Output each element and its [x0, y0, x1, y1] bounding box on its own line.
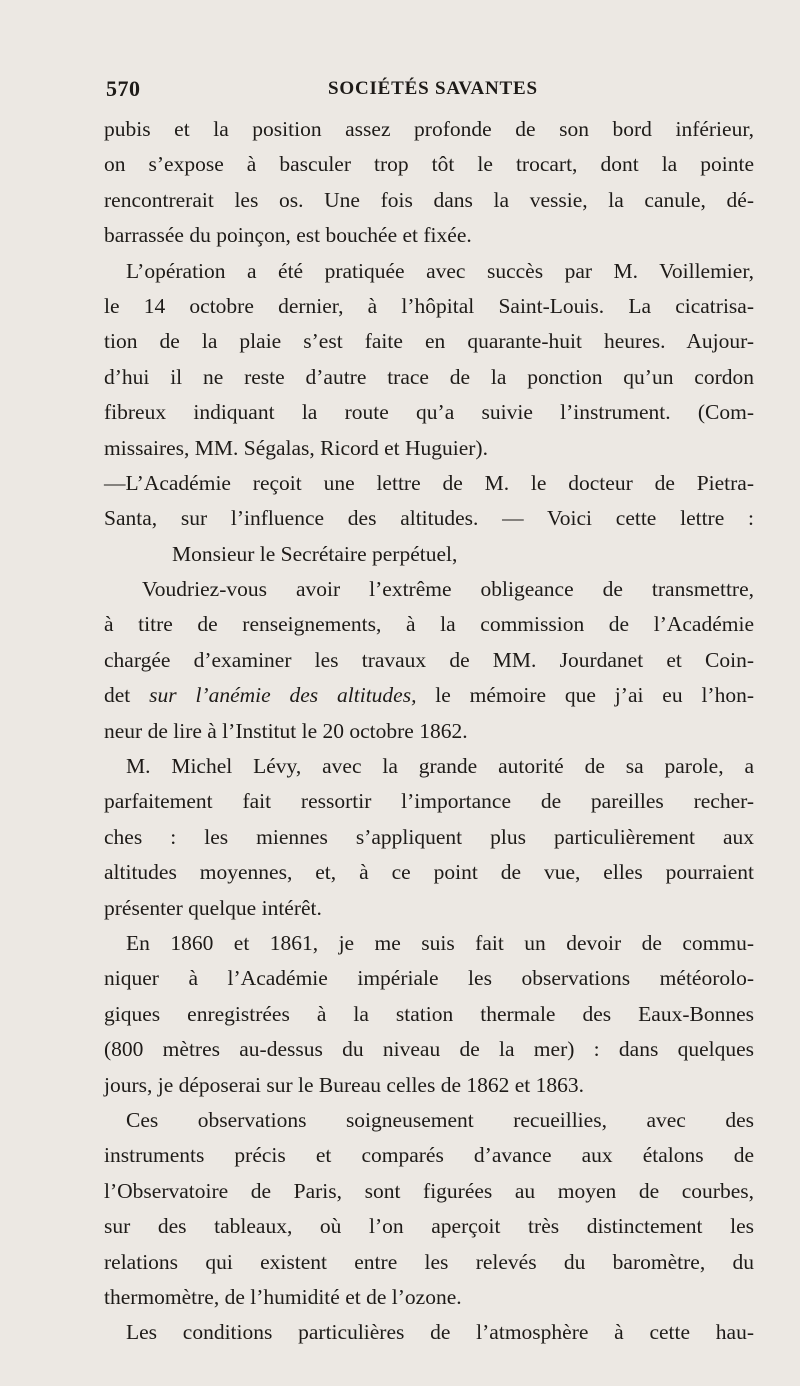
- text-fragment: det: [104, 683, 150, 708]
- text-line: chargée d’examiner les travaux de MM. Jourdanet et Coin-: [104, 647, 754, 672]
- text-line-with-title: [104, 678, 754, 713]
- text-line: giques enregistrées à la station thermale des Eaux-Bonnes: [104, 1001, 754, 1026]
- text-line: M. Michel Lévy, avec la grande autorité de sa parole, a: [126, 754, 754, 779]
- text-line: relations qui existent entre les relevés du baromètre, du: [104, 1249, 754, 1274]
- text-line: (800 mètres au-dessus du niveau de la mer) : dans quelques: [104, 1037, 754, 1062]
- text-line: Santa, sur l’influence des altitudes. — Voici cette lettre :: [104, 506, 754, 531]
- text-line: pubis et la position assez profonde de son bord inférieur,: [104, 117, 754, 141]
- text-line: présenter quelque intérêt.: [104, 895, 322, 920]
- text-line: L’opération a été pratiquée avec succès par M. Voillemier,: [126, 258, 754, 283]
- running-title: SOCIÉTÉS SAVANTES: [328, 78, 538, 99]
- text-line: tion de la plaie s’est faite en quarante-huit heures. Aujour-: [104, 329, 754, 354]
- text-line: jours, je déposerai sur le Bureau celles de 1862 et 1863.: [104, 1072, 585, 1097]
- text-line: Ces observations soigneusement recueillies, avec des: [126, 1107, 754, 1132]
- text-line: on s’expose à basculer trop tôt le trocart, dont la pointe: [104, 152, 754, 177]
- body-text: [104, 112, 754, 1351]
- text-line: à titre de renseignements, à la commission de l’Académie: [104, 612, 754, 637]
- cited-title: sur l’anémie des altitudes,: [149, 683, 417, 708]
- text-line: neur de lire à l’Institut le 20 octobre 1862.: [104, 718, 468, 743]
- text-line: d’hui il ne reste d’autre trace de la ponction qu’un cordon: [104, 364, 754, 389]
- text-line: missaires, MM. Ségalas, Ricord et Huguier).: [104, 435, 488, 460]
- text-line: En 1860 et 1861, je me suis fait un devoir de commu-: [126, 930, 754, 955]
- text-line: l’Observatoire de Paris, sont figurées au moyen de courbes,: [104, 1178, 754, 1203]
- text-line: sur des tableaux, où l’on aperçoit très distinctement les: [104, 1214, 754, 1239]
- page-number: 570: [106, 76, 141, 101]
- text-line: barrassée du poinçon, est bouchée et fixée.: [104, 223, 472, 248]
- text-line: thermomètre, de l’humidité et de l’ozone.: [104, 1284, 462, 1309]
- page-header: [106, 76, 756, 106]
- salutation-line: Monsieur le Secrétaire perpétuel,: [172, 541, 458, 566]
- text-line: —L’Académie reçoit une lettre de M. le docteur de Pietra-: [104, 470, 754, 495]
- text-line: fibreux indiquant la route qu’a suivie l’instrument. (Com-: [104, 400, 754, 425]
- text-line: le 14 octobre dernier, à l’hôpital Saint-Louis. La cicatrisa-: [104, 293, 754, 318]
- text-fragment: le mémoire que j’ai eu l’hon-: [416, 683, 754, 708]
- text-line: niquer à l’Académie impériale les observations météorolo-: [104, 966, 754, 991]
- text-line: Voudriez-vous avoir l’extrême obligeance de transmettre,: [142, 577, 754, 602]
- text-line: instruments précis et comparés d’avance aux étalons de: [104, 1143, 754, 1168]
- text-line: rencontrerait les os. Une fois dans la vessie, la canule, dé-: [104, 187, 754, 212]
- text-line: altitudes moyennes, et, à ce point de vue, elles pourraient: [104, 860, 754, 885]
- text-line: ches : les miennes s’appliquent plus particulièrement aux: [104, 824, 754, 849]
- text-line: parfaitement fait ressortir l’importance de pareilles recher-: [104, 789, 754, 814]
- text-line: Les conditions particulières de l’atmosphère à cette hau-: [126, 1320, 754, 1345]
